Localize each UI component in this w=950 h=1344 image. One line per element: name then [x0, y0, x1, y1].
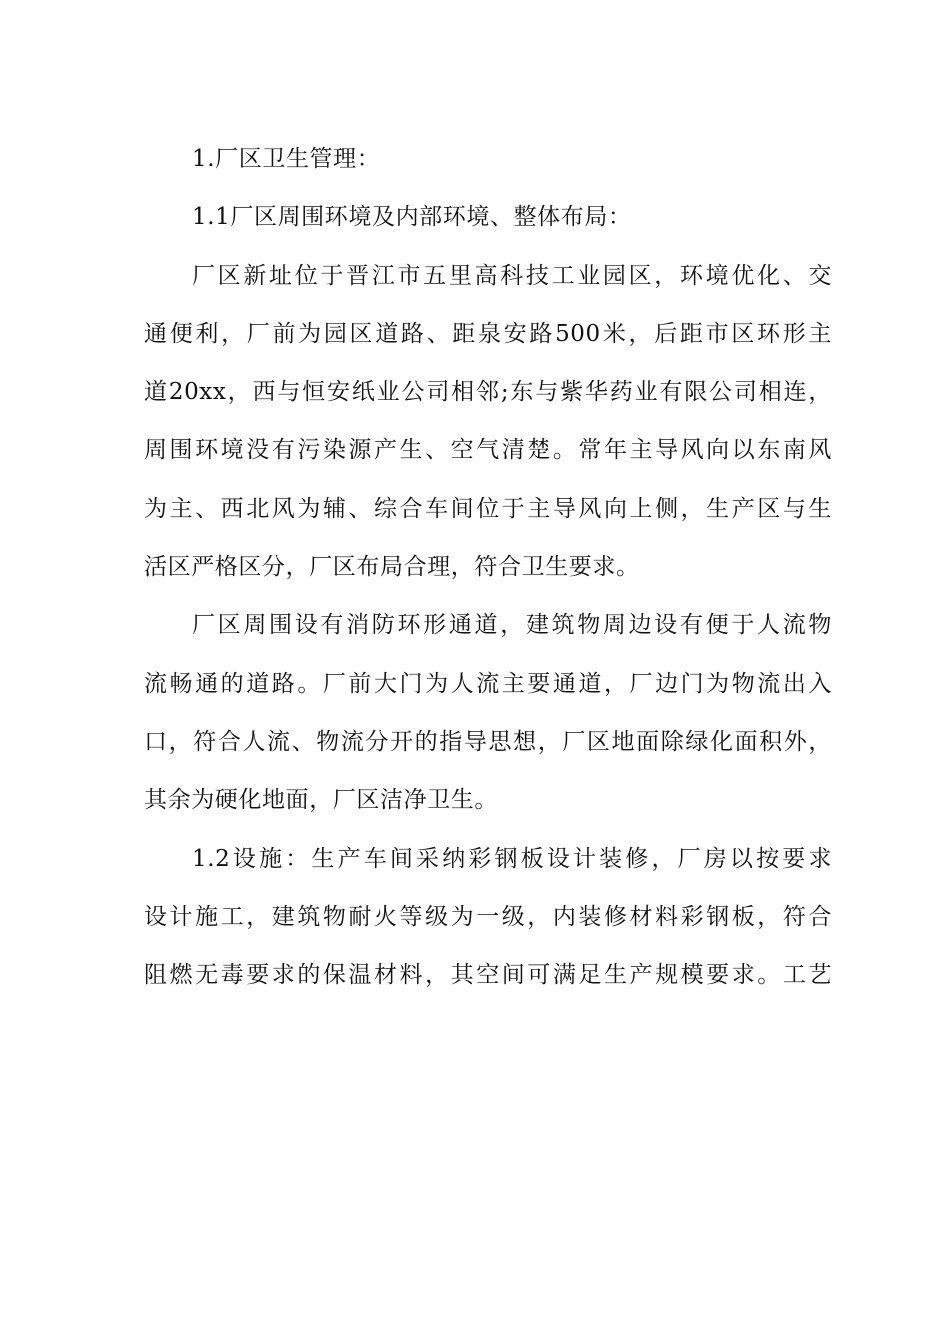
text-line: 厂区周围设有消防环形通道，建筑物周边设有便于人流物	[192, 612, 832, 639]
text-line: 1.2设施：生产车间采纳彩钢板设计装修，厂房以按要求	[192, 845, 832, 872]
text-line: 为主、西北风为辅、综合车间位于主导风向上侧，生产区与生	[144, 495, 832, 522]
text-line: 厂区新址位于晋江市五里高科技工业园区，环境优化、交	[192, 262, 832, 289]
text-line: 通便利，厂前为园区道路、距泉安路500米，后距市区环形主	[144, 320, 832, 347]
text-line: 设计施工，建筑物耐火等级为一级，内装修材料彩钢板，符合	[144, 903, 832, 930]
text-line: 1.厂区卫生管理：	[192, 146, 381, 172]
document-body	[144, 130, 832, 1004]
text-line: 口，符合人流、物流分开的指导思想，厂区地面除绿化面积外，	[144, 728, 832, 755]
text-line: 活区严格区分，厂区布局合理，符合卫生要求。	[144, 554, 640, 581]
text-line: 周围环境没有污染源产生、空气清楚。常年主导风向以东南风	[144, 437, 832, 464]
text-line: 流畅通的道路。厂前大门为人流主要通道，厂边门为物流出入	[144, 670, 832, 697]
text-line: 阻燃无毒要求的保温材料，其空间可满足生产规模要求。工艺	[144, 962, 832, 989]
text-line: 1.1厂区周围环境及内部环境、整体布局：	[192, 204, 632, 231]
text-line: 其余为硬化地面，厂区洁净卫生。	[144, 787, 498, 814]
text-line: 道20xx，西与恒安纸业公司相邻;东与紫华药业有限公司相连，	[144, 379, 832, 406]
